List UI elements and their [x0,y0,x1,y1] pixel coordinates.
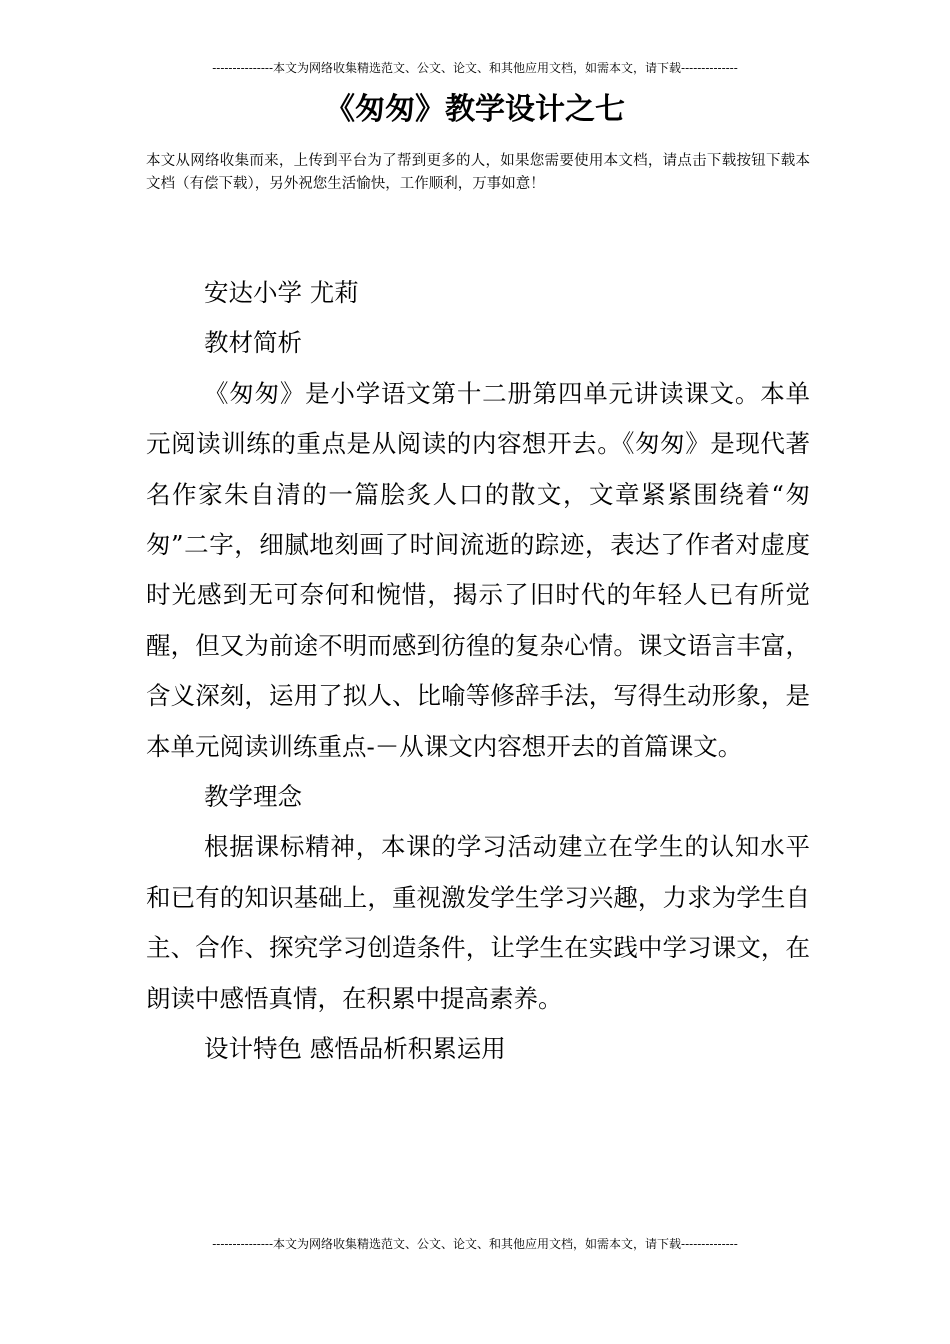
section-heading-textbook-analysis: 教材简析 [204,328,302,358]
document-body [146,268,810,1075]
intro-notice: 本文从网络收集而来，上传到平台为了帮到更多的人，如果您需要使用本文档，请点击下载按钮下载本文档（有偿下载），另外祝您生活愉快，工作顺利，万事如意！ [146,153,810,192]
section-heading-teaching-philosophy: 教学理念 [204,782,302,812]
paragraph-textbook-analysis: 《匆匆》是小学语文第十二册第四单元讲读课文。本单元阅读训练的重点是从阅读的内容想开去。《匆匆》是现代著名作家朱自清的一篇脍炙人口的散文，文章紧紧围绕着“匆匆”二字，细腻地刻画了时间流逝的踪迹，表达了作者对虚度时光感到无可奈何和惋惜，揭示了旧时代的年轻人已有所觉醒，但又为前途不明而感到彷徨的复杂心情。课文语言丰富，含义深刻，运用了拟人、比喻等修辞手法，写得生动形象，是本单元阅读训练重点-－从课文内容想开去的首篇课文。 [146,378,810,761]
footer-banner: ---------------本文为网络收集精选范文、公文、论文、和其他应用文档，如需本文，请下载-------------- [212,1237,738,1251]
header-banner: ---------------本文为网络收集精选范文、公文、论文、和其他应用文档，如需本文，请下载-------------- [212,61,738,75]
author-line: 安达小学 尤莉 [204,278,359,307]
paragraph-teaching-philosophy: 根据课标精神，本课的学习活动建立在学生的认知水平和已有的知识基础上，重视激发学生学习兴趣，力求为学生自主、合作、探究学习创造条件，让学生在实践中学习课文，在朗读中感悟真情，在积累中提高素养。 [146,832,810,1013]
section-heading-design-features: 设计特色 感悟品析积累运用 [204,1034,506,1064]
document-title: 《匆匆》教学设计之七 [325,92,625,127]
